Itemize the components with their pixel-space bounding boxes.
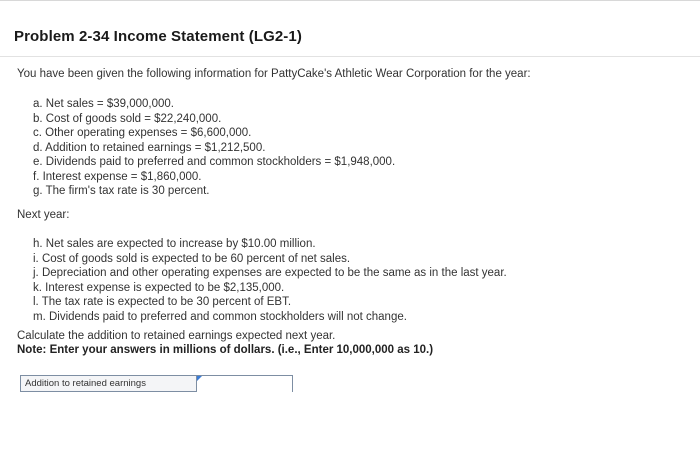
next-year-label: Next year: [17,209,70,221]
list-item: m. Dividends paid to preferred and common stockholders will not change. [33,310,407,323]
answer-row [20,375,293,392]
list-item: h. Net sales are expected to increase by $10.00 million. [33,238,316,250]
list-item: e. Dividends paid to preferred and common stockholders = $1,948,000. [33,156,396,168]
list-item: i. Cost of goods sold is expected to be 60 percent of net sales. [33,252,351,265]
problem-title: Problem 2-34 Income Statement (LG2-1) [14,28,302,45]
list-item: c. Other operating expenses = $6,600,000. [33,127,252,139]
list-item: j. Depreciation and other operating expenses are expected to be the same as in the last year. [33,267,507,279]
answer-input-wrap [197,376,292,391]
list-item: f. Interest expense = $1,860,000. [33,170,202,183]
list-item: a. Net sales = $39,000,000. [33,98,174,110]
list-item: b. Cost of goods sold = $22,240,000. [33,112,222,125]
list-item: g. The firm's tax rate is 30 percent. [33,185,210,197]
list-item: k. Interest expense is expected to be $2,135,000. [33,281,285,294]
list-item: l. The tax rate is expected to be 30 percent of EBT. [33,296,292,308]
list-item: d. Addition to retained earnings = $1,212,500. [33,141,266,154]
problem-intro: You have been given the following information for PattyCake's Athletic Wear Corporation for the year: [17,68,531,80]
answer-label: Addition to retained earnings [21,376,197,391]
next-year-list [33,237,507,324]
title-divider [0,56,700,57]
addition-to-retained-earnings-input[interactable] [197,379,292,394]
current-year-list [33,97,395,199]
task-instruction: Calculate the addition to retained earnings expected next year. [17,330,336,342]
task-block [17,329,433,357]
task-note: Note: Enter your answers in millions of dollars. (i.e., Enter 10,000,000 as 10.) [17,344,434,356]
